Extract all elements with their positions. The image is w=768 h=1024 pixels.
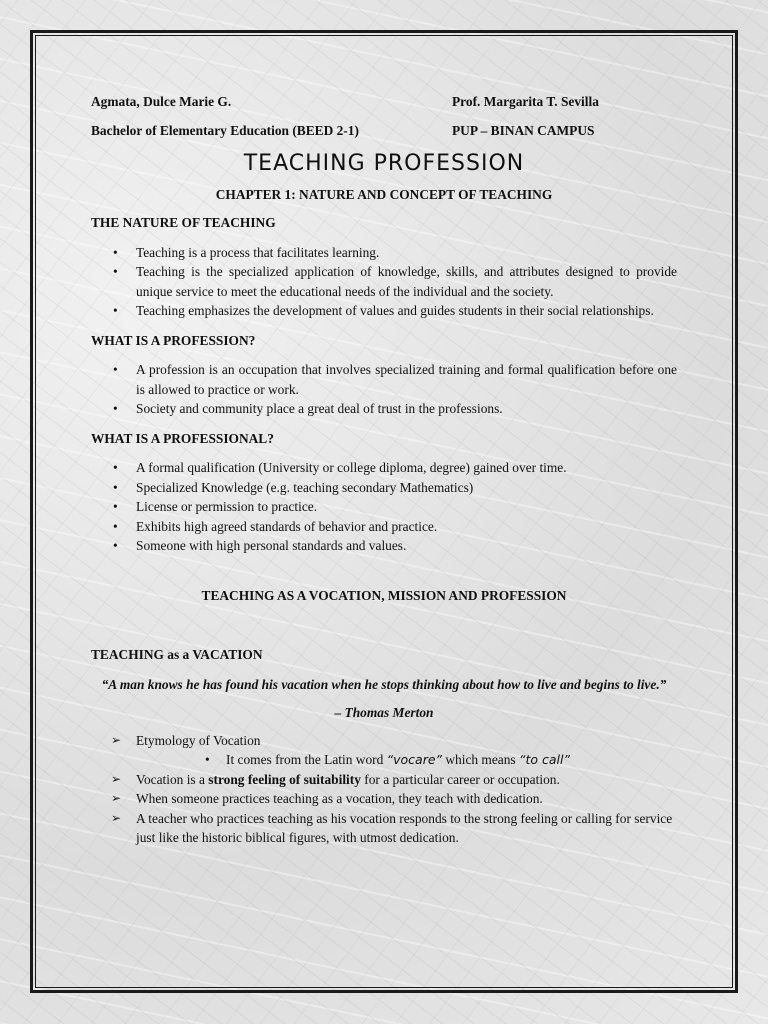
latin-pre: It comes from the Latin word — [226, 752, 387, 767]
professional-list — [91, 458, 677, 556]
vacation-heading-bold: TEACHING — [91, 647, 164, 662]
latin-word: “vocare” — [386, 752, 443, 767]
etymology-sublist — [136, 750, 677, 770]
vocation-list — [91, 731, 677, 848]
list-item: • Teaching emphasizes the development of values and guides students in their social relationships. — [91, 301, 677, 321]
suit-pre: Vocation is a — [136, 771, 209, 787]
list-item — [136, 750, 677, 770]
vacation-heading-rest: as a VACATION — [163, 647, 263, 662]
header-row-2 — [91, 121, 677, 141]
suit-bold: strong feeling of suitability — [208, 771, 361, 787]
chapter-heading: CHAPTER 1: NATURE AND CONCEPT OF TEACHING — [215, 186, 553, 202]
quote-author: – Thomas Merton — [334, 705, 434, 720]
section-heading-nature: THE NATURE OF TEACHING — [91, 215, 276, 230]
profession-list — [91, 360, 677, 419]
section-heading-vacation — [91, 645, 677, 665]
section-heading-vocation-mission: TEACHING AS A VOCATION, MISSION AND PROFESSION — [201, 587, 567, 603]
list-item: • A formal qualification (University or college diploma, degree) gained over time. — [91, 458, 677, 478]
section-heading-profession: WHAT IS A PROFESSION? — [91, 332, 256, 348]
student-name: Agmata, Dulce Marie G. — [91, 94, 232, 109]
list-item — [91, 731, 677, 770]
list-item: • Teaching is the specialized application of knowledge, skills, and attributes designed to provide unique service to meet the educational needs of the individual and the society. — [91, 262, 677, 301]
list-item: ➢ A teacher who practices teaching as his vocation responds to the strong feeling or calling for service just like the historic biblical figures, with utmost dedication. — [91, 809, 677, 848]
list-item: • License or permission to practice. — [91, 497, 677, 517]
professor-name: Prof. Margarita T. Sevilla — [452, 94, 599, 109]
list-item: • Someone with high personal standards and values. — [91, 536, 677, 556]
list-item: • A profession is an occupation that involves specialized training and formal qualification before one is allowed to practice or work. — [91, 360, 677, 399]
document-title: TEACHING PROFESSION — [243, 151, 525, 176]
document-body — [91, 92, 677, 848]
merton-quote: “A man knows he has found his vacation when he stops thinking about how to live and begins to live.” — [101, 676, 667, 692]
campus-name: PUP – BINAN CAMPUS — [452, 122, 595, 138]
nature-list — [91, 243, 677, 321]
latin-meaning: “to call” — [519, 752, 570, 767]
section-heading-professional: WHAT IS A PROFESSIONAL? — [91, 430, 274, 446]
list-item: • Specialized Knowledge (e.g. teaching secondary Mathematics) — [91, 478, 677, 498]
etymology-text: Etymology of Vocation — [136, 732, 261, 748]
suit-post: for a particular career or occupation. — [360, 771, 560, 787]
list-item: • Exhibits high agreed standards of behavior and practice. — [91, 517, 677, 537]
list-item: • Teaching is a process that facilitates learning. — [91, 243, 677, 263]
latin-mid: which means — [442, 752, 519, 767]
header-row-1 — [91, 92, 677, 112]
list-item — [91, 770, 677, 790]
program-name: Bachelor of Elementary Education (BEED 2-1) — [91, 122, 359, 138]
list-item: ➢ When someone practices teaching as a vocation, they teach with dedication. — [91, 789, 677, 809]
list-item: • Society and community place a great deal of trust in the professions. — [91, 399, 677, 419]
